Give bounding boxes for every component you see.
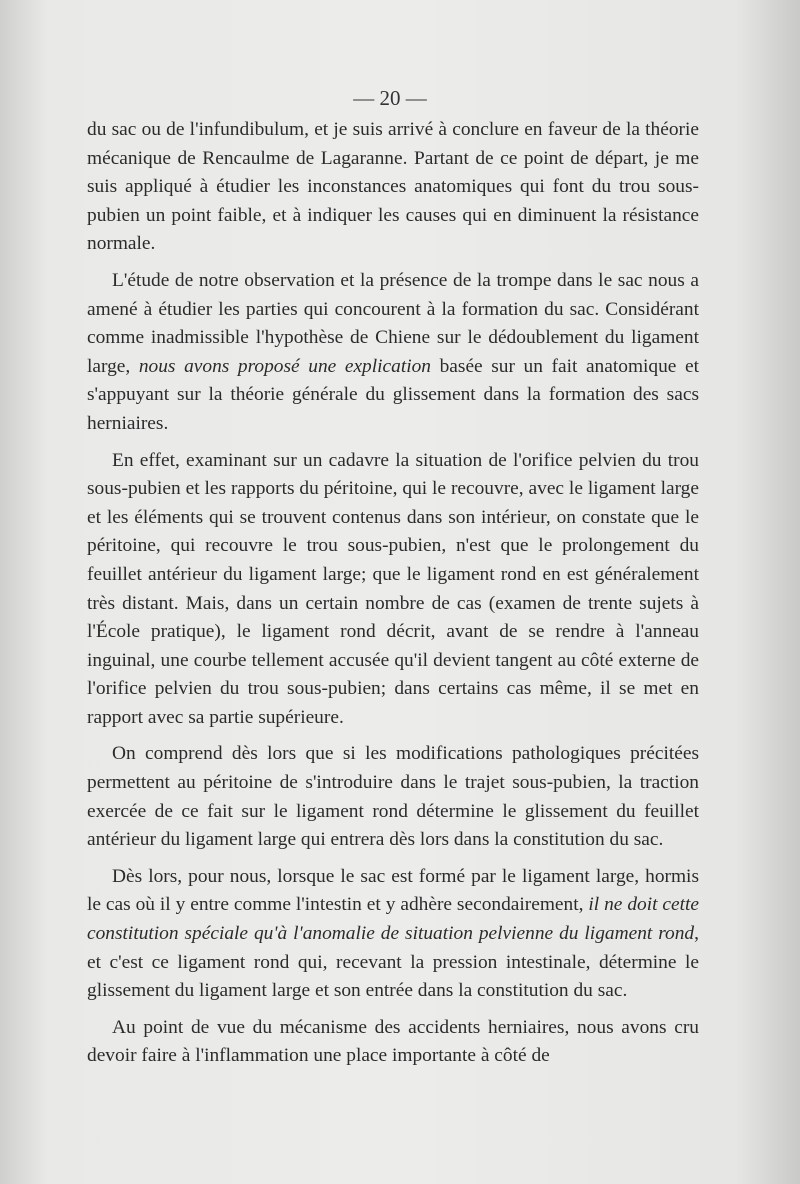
paragraph-3 (87, 447, 699, 733)
text-segment: En effet, examinant sur un cadavre la situation de l'orifice pelvien du trou sous-pubien et les rapports du péritoine, qui le recouvre, avec le ligament large et les éléments qui se trouvent contenus dans son intérieur, on constate que le péritoine, qui recouvre le trou sous-pubien, n'est que le prolongement du feuillet antérieur du ligament large; que le ligament rond en est généralement très distant. Mais, dans un certain nombre de cas (examen de trente sujets à l'École pratique), le ligament rond décrit, avant de se rendre à l'anneau inguinal, une courbe tellement accusée qu'il devient tangent au côté externe de l'orifice pelvien du trou sous-pubien; dans certains cas même, il se met en rapport avec sa partie supérieure. (87, 449, 699, 728)
paragraph-5 (87, 863, 699, 1006)
italic-segment: nous avons proposé une explication (138, 355, 431, 377)
paragraph-2 (87, 267, 699, 439)
text-segment: , et c'est ce ligament rond qui, recevant la pression intestinale, détermine le glissement du ligament large et son entrée dans la constitution du sac. (87, 923, 699, 1002)
page-number: — 20 — (353, 86, 427, 110)
italic-segment: il ne doit cette constitution spéciale qu'à l'anomalie de situation pelvienne du ligament rond (87, 894, 699, 945)
text-segment: L'étude de notre observation et la présence de la trompe dans le sac nous a amené à étudier les parties qui concourent à la formation du sac. Considérant comme inadmissible l'hypothèse de Chiene sur le dédoublement du ligament large, (87, 269, 699, 377)
paragraph-1 (87, 116, 699, 259)
text-segment: basée sur un fait anatomique et s'appuyant sur la théorie générale du glissement dans la formation des sacs herniaires. (87, 355, 699, 434)
paragraph-6 (87, 1014, 699, 1071)
body-text (87, 116, 699, 1079)
paragraph-4 (87, 740, 699, 854)
text-segment: du sac ou de l'infundibulum, et je suis arrivé à conclure en faveur de la théorie mécanique de Rencaulme de Lagaranne. Partant de ce point de départ, je me suis appliqué à étudier les inconstances anatomiques qui font du trou sous-pubien un point faible, et à indiquer les causes qui en diminuent la résistance normale. (87, 119, 699, 255)
text-segment: Dès lors, pour nous, lorsque le sac est formé par le ligament large, hormis le cas où il y entre comme l'intestin et y adhère secondairement, (87, 865, 699, 916)
text-segment: Au point de vue du mécanisme des accidents herniaires, nous avons cru devoir faire à l'inflammation une place importante à côté de (87, 1016, 699, 1067)
text-segment: On comprend dès lors que si les modifications pathologiques précitées permettent au péritoine de s'introduire dans le trajet sous-pubien, la traction exercée de ce fait sur le ligament rond détermine le glissement du feuillet antérieur du ligament large qui entrera dès lors dans la constitution du sac. (87, 743, 699, 851)
